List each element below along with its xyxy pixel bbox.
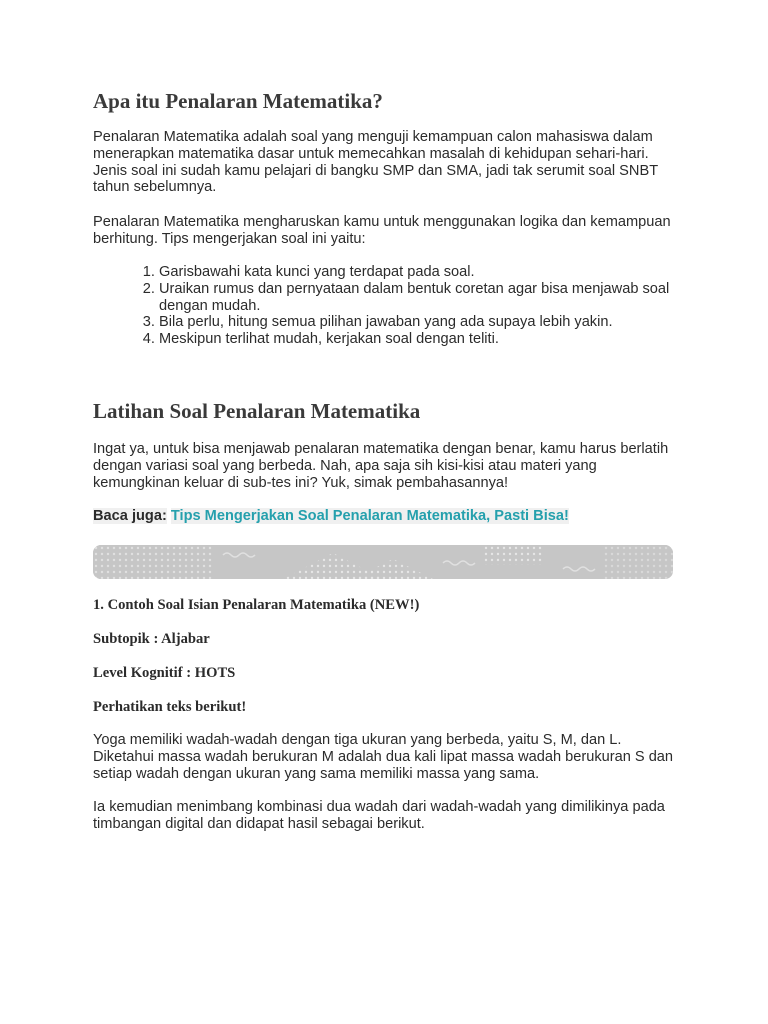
level-kognitif: Level Kognitif : HOTS [93,665,236,681]
perhatikan-teks: Perhatikan teks berikut! [93,699,247,715]
banner-pattern [93,545,673,579]
list-item: 1. Garisbawahi kata kunci yang terdapat pada soal. [159,264,683,281]
question-text-1: Yoga memiliki wadah-wadah dengan tiga ukuran yang berbeda, yaitu S, M, dan L. Diketahui massa wadah berukuran M adalah dua kali lipat massa wadah berukuran S dan setiap wadah dengan ukuran yang sama memiliki massa yang sama. [93,732,674,782]
decorative-banner [93,545,673,579]
heading-latihan: Latihan Soal Penalaran Matematika [93,399,421,423]
question-title: 1. Contoh Soal Isian Penalaran Matematika (NEW!) [93,597,420,613]
paragraph-latihan-intro: Ingat ya, untuk bisa menjawab penalaran matematika dengan benar, kamu harus berlatih dengan variasi soal yang berbeda. Nah, apa saja sih kisi-kisi atau materi yang kemungkinan keluar di sub-tes ini? Yuk, simak pembahasannya! [93,441,669,491]
heading-apa-itu: Apa itu Penalaran Matematika? [93,89,383,113]
list-item: 3. Bila perlu, hitung semua pilihan jawaban yang ada supaya lebih yakin. [159,314,683,331]
baca-juga-link[interactable]: Tips Mengerjakan Soal Penalaran Matematika, Pasti Bisa! [170,508,569,524]
tips-list [93,264,683,348]
question-text-2: Ia kemudian menimbang kombinasi dua wadah dari wadah-wadah yang dimilikinya pada timbangan digital dan didapat hasil sebagai berikut. [93,799,665,832]
paragraph-tips-intro: Penalaran Matematika mengharuskan kamu untuk menggunakan logika dan kemampuan berhitung. Tips mengerjakan soal ini yaitu: [93,214,671,247]
list-item: 2. Uraikan rumus dan pernyataan dalam bentuk coretan agar bisa menjawab soal dengan mudah. [159,281,683,315]
list-item: 4. Meskipun terlihat mudah, kerjakan soal dengan teliti. [159,331,683,348]
baca-juga-label: Baca juga: [93,508,167,524]
baca-juga [93,508,569,524]
paragraph-definition: Penalaran Matematika adalah soal yang menguji kemampuan calon mahasiswa dalam menerapkan matematika dasar untuk memecahkan masalah di kehidupan sehari-hari. Jenis soal ini sudah kamu pelajari di bangku SMP dan SMA, jadi tak serumit soal SNBT tahun sebelumnya. [93,129,658,196]
subtopik: Subtopik : Aljabar [93,631,210,647]
